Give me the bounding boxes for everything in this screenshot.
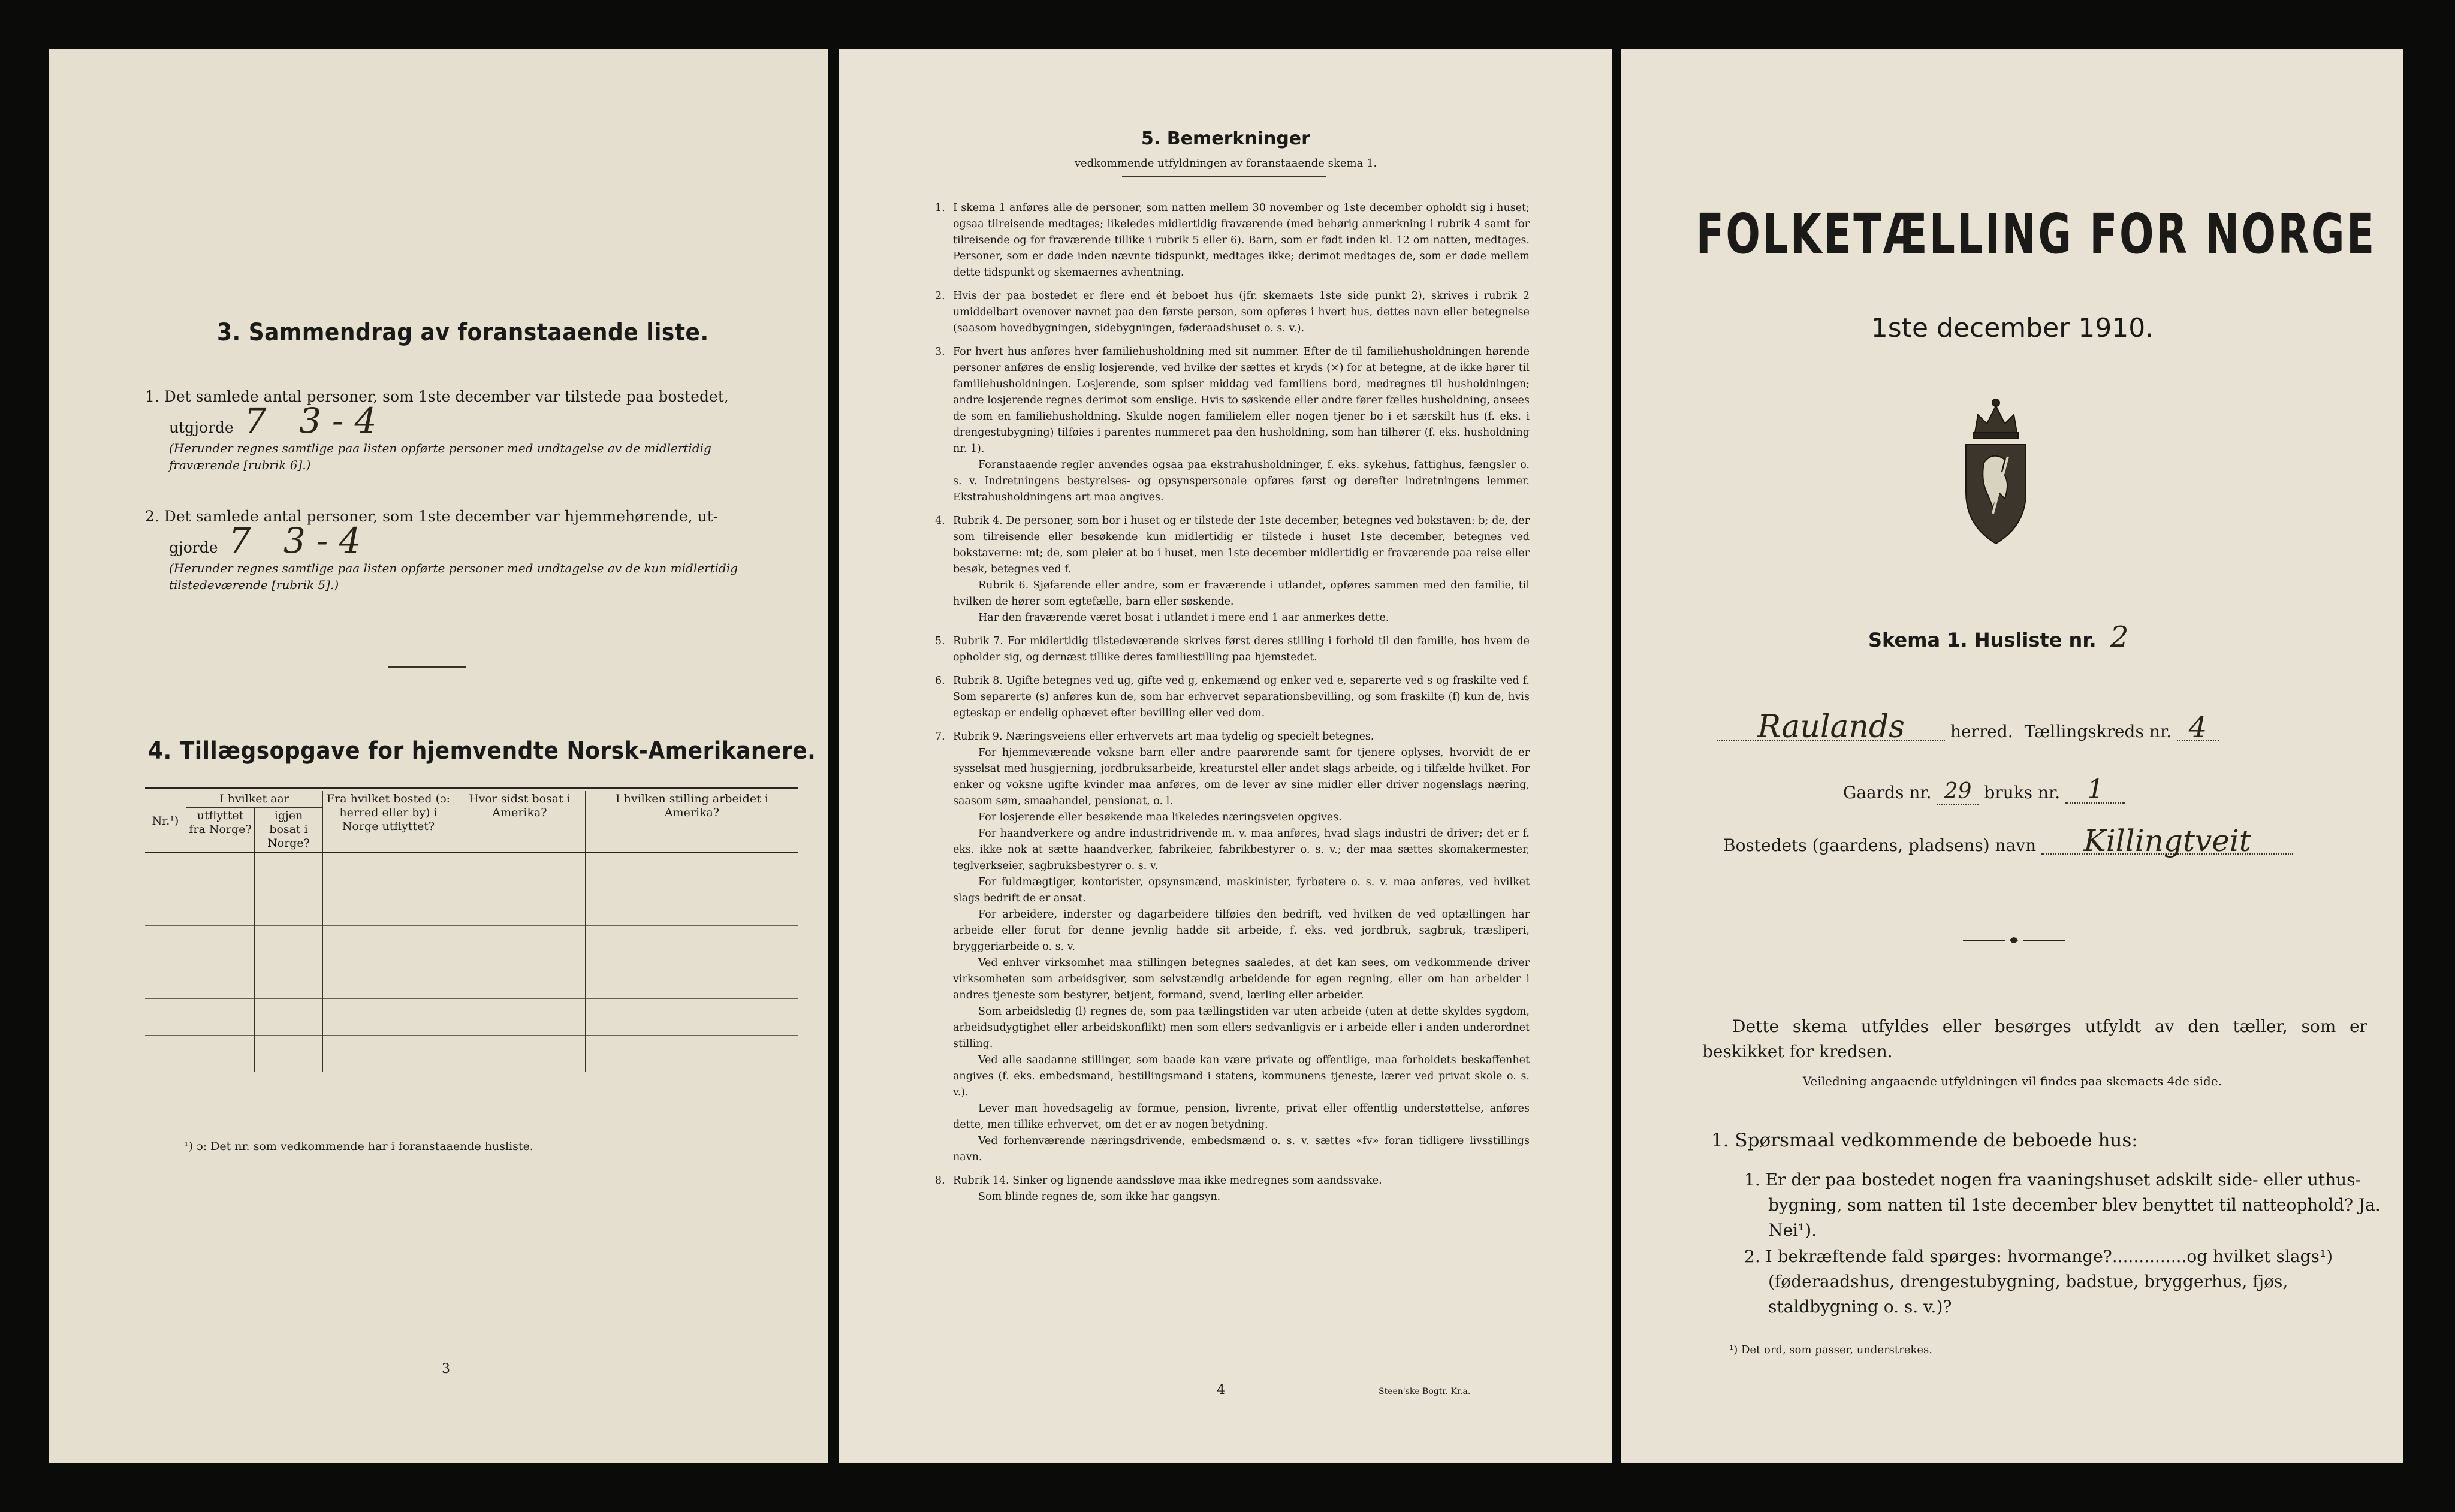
remark-number: 4. — [935, 515, 945, 527]
remark-text: Rubrik 4. De personer, som bor i huset og er tilstede der 1ste december, betegnes ved bokstaven: b; de, der som tilreisende eller besøkende kun midlertidig er tilstede i huset 1ste december, betegnes ved bokstaverne: mt; de, som pleier at bo i huset, men 1ste december midlertidig er fraværende paa reise eller besøk, betegnes ved f. — [953, 515, 1530, 575]
col-nr-header: Nr.¹) — [145, 791, 186, 852]
remark-item — [918, 1004, 1530, 1052]
summary-item-1-lead: utgjorde — [169, 419, 234, 436]
table-row — [145, 962, 798, 999]
left-page — [49, 49, 828, 1463]
remark-text: For arbeidere, inderster og dagarbeidere tilføies den bedrift, ved hvilken de ved optællingen har arbeide eller forut for denne jevnlig hadde sit arbeide, f. eks. ved jordbruk, sagbruk, træsliperi, bryggeriarbeide o. s. v. — [953, 909, 1530, 953]
remark-item — [918, 673, 1530, 722]
table-row — [145, 926, 798, 962]
remarks-list — [918, 200, 1530, 1205]
form-title: FOLKETÆLLING FOR NORGE — [1696, 202, 2376, 266]
summary-item-1-handwritten: 7 3-4 — [244, 400, 388, 441]
remark-item — [918, 729, 1530, 745]
remark-text: Rubrik 8. Ugifte betegnes ved ug, gifte ved g, enkemænd og enker ved e, separerte ved s og fraskilte ved f. Som separerte (s) anføres kun de, som har erhvervet separationsbevilling, og som fraskilte (f) kun de, hvis egteskap er endelig ophævet efter bevilling eller ved dom. — [953, 675, 1530, 719]
schema-label-text: Skema 1. Husliste nr. — [1868, 629, 2097, 651]
gaards-value: 29 — [1937, 779, 1979, 805]
remark-item — [918, 1189, 1530, 1205]
bruks-value: 1 — [2065, 777, 2125, 804]
remark-number: 6. — [935, 675, 945, 687]
remark-text: Som blinde regnes de, som ikke har gangsyn. — [978, 1191, 1221, 1203]
kreds-label: Tællingskreds nr. — [2024, 722, 2172, 741]
remark-text: Foranstaaende regler anvendes ogsaa paa ekstrahusholdninger, f. eks. sykehus, fattighus, fængsler o. s. v. Indretningens bestyrelses- og opsynspersonale opføres først og derefter indretningens lemmer. Ekstrahusholdningens art maa angives. — [953, 459, 1530, 503]
summary-item-2-text: 2. Det samlede antal personer, som 1ste december var hjemmehørende, ut- — [145, 508, 719, 525]
summary-item-1 — [145, 385, 774, 473]
page-number: 3 — [442, 1362, 450, 1377]
page-number: 4 — [1217, 1383, 1225, 1398]
remark-text: Ved forhenværende næringsdrivende, embedsmænd o. s. v. sættes «fv» foran tidligere livsstillings navn. — [953, 1135, 1530, 1163]
remark-text: For haandverkere og andre industridrivende m. v. maa anføres, hvad slags industri de driver; det er f. eks. ikke nok at sætte haandverker, fabrikeier, fabrikbestyrer o. s. v.; der maa sættes skomakermester, teglverkseier, sagbruksbestyrer o. s. v. — [953, 828, 1530, 872]
table-footnote: ¹) ɔ: Det nr. som vedkommende har i foranstaaende husliste. — [184, 1140, 533, 1153]
gaards-line — [1843, 774, 2125, 805]
col-stilling-header: I hvilken stilling arbeidet i Amerika? — [586, 791, 799, 852]
remark-text: For hvert hus anføres hver familiehusholdning med sit nummer. Efter de til familiehusholdningen hørende personer anføres de enslig losjerende, ved hvilke der sættes et kryds (×) for at betegne, at de ikke hører til familiehusholdningen. Losjerende, som spiser middag ved familiens bord, medregnes til husholdningen; andre losjerende regnes derimot som enslige. Hvis to søskende eller andre fører fælles husholdning, ansees de som en familiehusholdning. Skulde nogen familielem eller nogen tjener bo i et særskilt hus (f. eks. i drengestubygning) tilføies i parentes nummeret paa den husholdning, som han tilhører (f. eks. husholdning nr. 1). — [953, 346, 1530, 455]
summary-item-2-lead: gjorde — [169, 539, 218, 556]
bosted-value: Killingtveit — [2041, 828, 2293, 855]
col-utflyttet-header: utflyttet fra Norge? — [186, 808, 255, 853]
bosted-line — [1723, 823, 2293, 858]
schema-label — [1868, 620, 2129, 654]
question-2: 2. I bekræftende fald spørges: hvormange?..............og hvilket slags¹) (føderaadshus, drengestubygning, badstue, bryggerhus, fjøs, staldbygning o. s. v.)? — [1744, 1247, 2333, 1317]
herred-value: Raulands — [1717, 714, 1945, 741]
remark-item — [918, 1052, 1530, 1101]
remark-number: 1. — [935, 202, 945, 214]
remark-item — [918, 200, 1530, 281]
remarks-subtitle: vedkommende utfyldningen av foranstaaende skema 1. — [1074, 157, 1377, 170]
remark-number: 2. — [935, 290, 945, 302]
bosted-label: Bostedets (gaardens, pladsens) navn — [1723, 835, 2037, 855]
remark-item — [918, 1173, 1530, 1189]
printer-mark: Steen'ske Bogtr. Kr.a. — [1379, 1387, 1471, 1396]
remark-number: 3. — [935, 346, 945, 358]
remark-item — [918, 633, 1530, 666]
table-row — [145, 999, 798, 1036]
norsk-amerikanere-table — [145, 791, 798, 1072]
remark-item — [918, 874, 1530, 907]
remark-text: Rubrik 9. Næringsveiens eller erhvervets art maa tydelig og specielt betegnes. — [953, 731, 1374, 743]
table-row — [145, 852, 798, 889]
table-row — [145, 1036, 798, 1072]
remarks-title: 5. Bemerkninger — [1141, 128, 1310, 149]
remark-item — [918, 513, 1530, 578]
remark-item — [918, 610, 1530, 626]
gaards-label: Gaards nr. — [1843, 783, 1932, 802]
husliste-nr-value: 2 — [2110, 620, 2129, 654]
middle-page — [839, 49, 1612, 1463]
remark-text: Rubrik 6. Sjøfarende eller andre, som er fraværende i utlandet, opføres sammen med den familie, til hvilken de hører som egtefælle, barn eller søskende. — [953, 580, 1530, 608]
veiledning-text: Veiledning angaaende utfyldningen vil findes paa skemaets 4de side. — [1802, 1074, 2222, 1088]
col-fra-header: Fra hvilket bosted (ɔ: herred eller by) i Norge utflyttet? — [323, 791, 454, 852]
summary-item-1-note: (Herunder regnes samtlige paa listen opførte personer med undtagelse av de midlertidig fraværende [rubrik 6].) — [169, 441, 711, 472]
kreds-value: 4 — [2177, 715, 2219, 741]
subtitle-rule — [1122, 176, 1326, 177]
remark-item — [918, 955, 1530, 1004]
summary-item-1-text: 1. Det samlede antal personer, som 1ste december var tilstede paa bostedet, — [145, 388, 729, 405]
remark-item — [918, 1133, 1530, 1166]
remark-number: 8. — [935, 1175, 945, 1187]
remark-item — [918, 578, 1530, 610]
remark-text: Lever man hovedsagelig av formue, pension, livrente, privat eller offentlig understøttelse, anføres dette, men tillike erhvervet, om det er av nogen betydning. — [953, 1103, 1530, 1131]
col-igjen-header: igjen bosat i Norge? — [255, 808, 323, 853]
remark-text: Som arbeidsledig (l) regnes de, som paa tællingstiden var uten arbeide (uten at dette skyldes sygdom, arbeidsudygtighet eller arbeidskonflikt) men som ellers sedvanligvis er i arbeide eller i anden underordnet stilling. — [953, 1006, 1530, 1050]
group-header-aar: I hvilket aar — [186, 791, 323, 808]
remark-item — [918, 344, 1530, 457]
remark-number: 5. — [935, 635, 945, 647]
remark-item — [918, 810, 1530, 826]
remark-text: For losjerende eller besøkende maa likeledes næringsveien opgives. — [978, 811, 1342, 823]
summary-item-2 — [145, 505, 774, 593]
remark-text: For hjemmeværende voksne barn eller andre paarørende samt for tjenere oplyses, hvorvidt de er sysselsat med husgjerning, jordbruksarbeide, kreaturstel eller andet slags arbeide, og i tilfælde hvilket. For enker og voksne ugifte kvinder maa anføres, om de lever av sine midler eller driver nogenslags næring, saasom søm, smaahandel, pensionat, o. l. — [953, 747, 1530, 807]
remark-item — [918, 745, 1530, 810]
right-page — [1621, 49, 2403, 1463]
census-date: 1ste december 1910. — [1871, 313, 2154, 343]
remark-text: Rubrik 14. Sinker og lignende aandssløve maa ikke medregnes som aandssvake. — [953, 1175, 1382, 1187]
remark-text: Hvis der paa bostedet er flere end ét beboet hus (jfr. skemaets 1ste side punkt 2), skrives i rubrik 2 umiddelbart ovenover navnet paa den første person, som opføres i hvert hus, dettes navn eller betegnelse (saasom hovedbygningen, sidebygningen, føderaadshuset o. s. v.). — [953, 290, 1530, 334]
remark-item — [918, 1101, 1530, 1133]
section-3-title: 3. Sammendrag av foranstaaende liste. — [217, 319, 709, 346]
remark-item — [918, 457, 1530, 506]
page3-footnote: ¹) Det ord, som passer, understrekes. — [1729, 1344, 1932, 1356]
remark-text: Har den fraværende været bosat i utlandet i mere end 1 aar anmerkes dette. — [978, 612, 1389, 624]
question-1: 1. Er der paa bostedet nogen fra vaaningshuset adskilt side- eller uthus-bygning, som natten til 1ste december blev benyttet til natteophold? Ja. Nei¹). — [1744, 1170, 2381, 1240]
remark-text: Rubrik 7. For midlertidig tilstedeværende skrives først deres stilling i forhold til den familie, hos hvem de opholder sig, og dernæst tillike deres familiestilling paa hjemstedet. — [953, 635, 1530, 663]
remark-item — [918, 288, 1530, 337]
remark-text: I skema 1 anføres alle de personer, som natten mellem 30 november og 1ste december opholdt sig i huset; ogsaa tilreisende medtages; likeledes midlertidig fraværende (med behørig anmerkning i rubrik 4 samt for tilreisende og for fraværende tillike i rubrik 5 eller 6). Barn, som er født inden kl. 12 om natten, medtages. Personer, som er døde inden nævnte tidspunkt, medtages ikke; derimot medtages de, som er døde mellem dette tidspunkt og skemaernes avhentning. — [953, 202, 1530, 279]
instruction-text: Dette skema utfyldes eller besørges utfyldt av den tæller, som er beskikket for kredsen. — [1702, 1016, 2367, 1061]
col-hvor-header: Hvor sidst bosat i Amerika? — [454, 791, 586, 852]
remark-text: Ved alle saadanne stillinger, som baade kan være private og offentlige, maa forholdets beskaffenhet angives (f. eks. embedsmand, bestillingsmand i statens, kommunens tjeneste, lærer ved privat skole o. s. v.). — [953, 1054, 1530, 1098]
bruks-label: bruks nr. — [1984, 783, 2061, 802]
summary-item-2-note: (Herunder regnes samtlige paa listen opførte personer med undtagelse av de kun midlertidig tilstedeværende [rubrik 5].) — [169, 561, 738, 592]
question-heading: 1. Spørsmaal vedkommende de beboede hus: — [1711, 1130, 2138, 1151]
section-4-title: 4. Tillægsopgave for hjemvendte Norsk-Amerikanere. — [148, 737, 816, 765]
remark-text: Ved enhver virksomhet maa stillingen betegnes saaledes, at det kan sees, om vedkommende driver virksomheten som arbeidsgiver, som selvstændig arbeidende for egen regning, eller om han arbeider i andres tjeneste som bestyrer, betjent, formand, svend, lærling eller arbeider. — [953, 957, 1530, 1001]
remark-item — [918, 826, 1530, 874]
form-title-wrap — [1621, 202, 2403, 266]
ornament-divider — [1963, 933, 2065, 947]
table-top-rule — [145, 787, 798, 789]
remark-text: For fuldmægtiger, kontorister, opsynsmænd, maskinister, fyrbøtere o. s. v. maa anføres, ved hvilket slags bedrift de er ansat. — [953, 876, 1530, 904]
herred-label: herred. — [1950, 722, 2013, 741]
coat-of-arms-icon — [1957, 391, 2035, 547]
table-row — [145, 889, 798, 926]
remark-number: 7. — [935, 731, 945, 743]
herred-line — [1717, 709, 2364, 745]
divider — [388, 666, 466, 668]
summary-item-2-handwritten: 7 3-4 — [228, 520, 372, 561]
remark-item — [918, 907, 1530, 955]
